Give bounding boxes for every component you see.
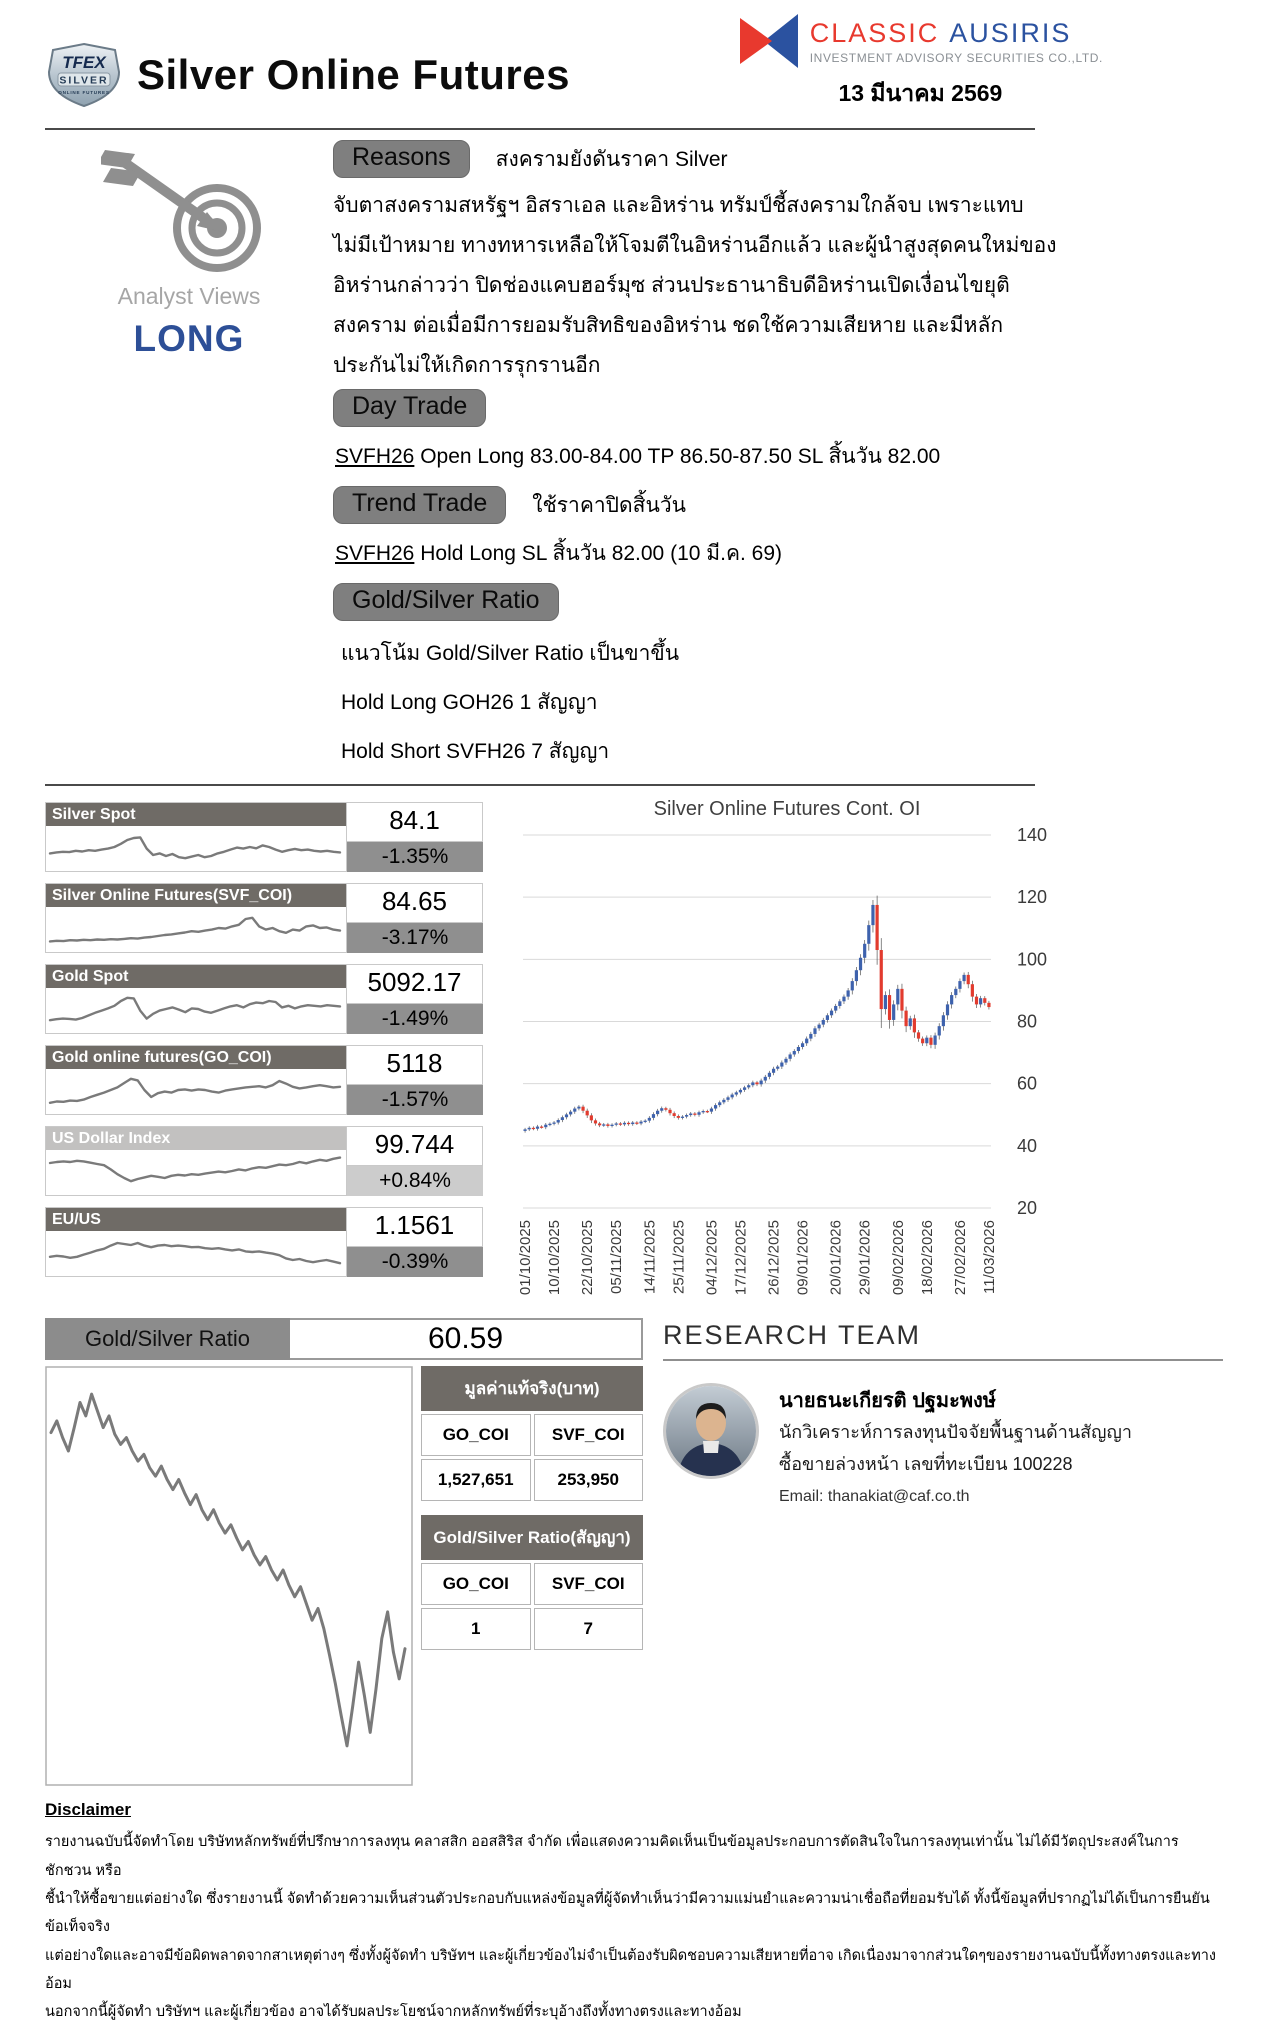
- panel-value: 5118: [347, 1045, 483, 1085]
- panel-change: -0.39%: [347, 1247, 483, 1277]
- panel-us-dollar-index: [45, 1126, 493, 1196]
- analyst-card: [663, 1383, 1223, 1506]
- tfex-logo-text: TFEX: [62, 53, 106, 72]
- panel-value: 1.1561: [347, 1207, 483, 1247]
- table-value: 7: [534, 1608, 644, 1650]
- svg-text:120: 120: [1017, 887, 1048, 908]
- trend-trade-symbol: SVFH26: [335, 542, 415, 566]
- sparkline-chart: [46, 826, 344, 866]
- candlestick-chart-title: Silver Online Futures Cont. OI: [653, 798, 921, 821]
- svg-text:09/02/2026: 09/02/2026: [889, 1220, 907, 1296]
- panel-change: +0.84%: [347, 1166, 483, 1196]
- disclaimer-section: [45, 1800, 1223, 2026]
- market-overview-section: [45, 798, 1223, 1316]
- svg-text:25/11/2025: 25/11/2025: [670, 1220, 688, 1295]
- gold-silver-ratio-chart: [45, 1366, 413, 1786]
- gold-silver-ratio-header: Gold/Silver Ratio: [45, 1318, 290, 1360]
- svg-text:20: 20: [1017, 1198, 1038, 1219]
- panel-value: 5092.17: [347, 964, 483, 1004]
- svg-text:26/12/2025: 26/12/2025: [765, 1220, 783, 1296]
- panel-gold-online-futures: [45, 1045, 493, 1115]
- svg-text:22/10/2025: 22/10/2025: [579, 1220, 597, 1296]
- column-header: GO_COI: [421, 1414, 531, 1456]
- gsr-trend-line: แนวโน้ม Gold/Silver Ratio เป็นขาขึ้น: [341, 642, 680, 666]
- panel-value: 99.744: [347, 1126, 483, 1166]
- table-value: 1: [421, 1608, 531, 1650]
- brand-block: [738, 14, 1103, 112]
- panel-eu-us: [45, 1207, 493, 1277]
- brand-subtitle: INVESTMENT ADVISORY SECURITIES CO.,LTD.: [809, 50, 1103, 65]
- svg-text:09/01/2026: 09/01/2026: [794, 1220, 812, 1296]
- divider-middle: [45, 784, 1035, 786]
- svg-text:SILVER: SILVER: [59, 74, 109, 87]
- page-title: Silver Online Futures: [137, 51, 570, 98]
- disclaimer-title: Disclaimer: [45, 1800, 131, 1820]
- trend-trade-note: ใช้ราคาปิดสิ้นวัน: [532, 493, 686, 517]
- table-title: มูลค่าแท้จริง(บาท): [421, 1366, 643, 1411]
- analyst-name: นายธนะเกียรติ ปฐมะพงษ์: [779, 1390, 996, 1413]
- gold-silver-ratio-badge: Gold/Silver Ratio: [333, 583, 559, 621]
- sparkline-chart: [46, 1150, 344, 1190]
- table-value: 253,950: [534, 1459, 644, 1501]
- svg-text:27/02/2026: 27/02/2026: [951, 1220, 969, 1296]
- panel-gold-spot: [45, 964, 493, 1034]
- svg-text:01/10/2025: 01/10/2025: [517, 1220, 535, 1296]
- svg-text:29/01/2026: 29/01/2026: [856, 1220, 874, 1296]
- gold-silver-ratio-value: 60.59: [290, 1318, 643, 1360]
- reasons-body: จับตาสงครามสหรัฐฯ อิสราเอล และอิหร่าน ทรัมป์ชี้สงครามใกล้จบ เพราะแทบไม่มีเป้าหมาย ทางทหารเหลือให้โจมตีในอิหร่านอีกแล้ว และผู้นำสูงสุดคนใหม่ของอิหร่านกล่าวว่า ปิดช่องแคบฮอร์มุซ ส่วนประธานาธิบดีอิหร่านเปิดเงื่อนไขยุติสงคราม ต่อเมื่อมีการยอมรับสิทธิของอิหร่าน ชดใช้ความเสียหาย และมีหลักประกันไม่ให้เกิดการรุกรานอีก: [333, 194, 1057, 377]
- svg-text:14/11/2025: 14/11/2025: [641, 1220, 659, 1295]
- brand-name-classic: CLASSIC: [809, 17, 940, 48]
- candlestick-chart: [517, 823, 1062, 1311]
- panel-change: -3.17%: [347, 923, 483, 953]
- svg-text:18/02/2026: 18/02/2026: [918, 1220, 936, 1296]
- svg-text:05/11/2025: 05/11/2025: [608, 1220, 626, 1295]
- sparkline-chart: [46, 1069, 344, 1109]
- tfex-silver-logo-icon: [45, 42, 123, 108]
- gsr-hold-short-line: Hold Short SVFH26 7 สัญญา: [341, 740, 610, 764]
- day-trade-symbol: SVFH26: [335, 445, 415, 469]
- trend-trade-badge: Trend Trade: [333, 486, 506, 524]
- research-team-heading: RESEARCH TEAM: [663, 1320, 1223, 1361]
- panel-silver-online-futures: [45, 883, 493, 953]
- analyst-view-long: LONG: [133, 318, 245, 359]
- disclaimer-text: ชี้นำให้ซื้อขายแต่อย่างใด ซึ่งรายงานนี้ จัดทำด้วยความเห็นส่วนตัวประกอบกับแหล่งข้อมูลที่ผู้จัดทำเห็นว่ามีความแม่นยำและความน่าเชื่อถือที่ยอมรับได้ ทั้งนี้ข้อมูลที่ปรากฏไม่ได้เป็นการยืนยันข้อเท็จจริง: [45, 1890, 1210, 1936]
- disclaimer-text: รายงานฉบับนี้จัดทำโดย บริษัทหลักทรัพย์ที่ปรึกษาการลงทุน คลาสสิก ออสสิริส จำกัด เพื่อแสดงความคิดเห็นเป็นข้อมูลประกอบการตัดสินใจในการลงทุนเท่านั้น ไม่ได้มีวัตถุประสงค์ในการชักชวน หรือ: [45, 1834, 1179, 1879]
- analyst-views-section: [45, 130, 1223, 784]
- intrinsic-value-table: [421, 1366, 643, 1501]
- reasons-badge: Reasons: [333, 140, 470, 178]
- svg-text:80: 80: [1017, 1011, 1038, 1032]
- svg-text:20/01/2026: 20/01/2026: [827, 1220, 845, 1296]
- svg-text:40: 40: [1017, 1136, 1038, 1157]
- panel-value: 84.1: [347, 802, 483, 842]
- analyst-role: นักวิเคราะห์การลงทุนปัจจัยพื้นฐานด้านสัญญา: [779, 1422, 1132, 1443]
- column-header: SVF_COI: [534, 1414, 644, 1456]
- analyst-registration: ซื้อขายล่วงหน้า เลขที่ทะเบียน 100228: [779, 1453, 1073, 1474]
- svg-text:140: 140: [1017, 825, 1048, 846]
- disclaimer-text: แต่อย่างใดและอาจมีข้อผิดพลาดจากสาเหตุต่างๆ ซึ่งทั้งผู้จัดทำ บริษัทฯ และผู้เกี่ยวข้องไม่จำเป็นต้องรับผิดชอบความเสียหายที่อาจ เกิดเนื่องมาจากส่วนใดๆของรายงานฉบับนี้ทั้งทางตรงและทางอ้อม: [45, 1947, 1216, 1992]
- sparkline-chart: [46, 1231, 344, 1271]
- ratio-research-section: [45, 1318, 1223, 1786]
- panel-title: US Dollar Index: [46, 1127, 346, 1150]
- panel-title: Silver Spot: [46, 803, 346, 826]
- panel-silver-spot: [45, 802, 493, 872]
- report-header: [45, 0, 1223, 128]
- svg-text:11/03/2026: 11/03/2026: [980, 1220, 998, 1295]
- panel-change: -1.49%: [347, 1004, 483, 1034]
- classic-ausiris-logo-icon: [738, 14, 800, 68]
- target-dart-icon: [101, 148, 277, 274]
- gsr-hold-long-line: Hold Long GOH26 1 สัญญา: [341, 691, 598, 715]
- ratio-contracts-table: [421, 1515, 643, 1650]
- trend-trade-line: [335, 537, 1223, 570]
- panel-change: -1.57%: [347, 1085, 483, 1115]
- day-trade-text: Open Long 83.00-84.00 TP 86.50-87.50 SL สิ้นวัน 82.00: [420, 445, 941, 469]
- svg-text:10/10/2025: 10/10/2025: [546, 1220, 564, 1296]
- report-date: 13 มีนาคม 2569: [838, 80, 1003, 106]
- table-value: 1,527,651: [421, 1459, 531, 1501]
- svg-text:100: 100: [1017, 949, 1048, 970]
- panel-title: Silver Online Futures(SVF_COI): [46, 884, 346, 907]
- brand-name-ausiris: AUSIRIS: [949, 17, 1072, 48]
- sparkline-chart: [46, 988, 344, 1028]
- quote-panels: [45, 798, 493, 1316]
- panel-change: -1.35%: [347, 842, 483, 872]
- trend-trade-text: Hold Long SL สิ้นวัน 82.00 (10 มี.ค. 69): [420, 542, 783, 566]
- panel-title: Gold Spot: [46, 965, 346, 988]
- svg-text:17/12/2025: 17/12/2025: [732, 1220, 750, 1296]
- column-header: GO_COI: [421, 1563, 531, 1605]
- day-trade-badge: Day Trade: [333, 389, 486, 427]
- panel-title: Gold online futures(GO_COI): [46, 1046, 346, 1069]
- reasons-headline: สงครามยังดันราคา Silver: [495, 147, 728, 171]
- svg-text:04/12/2025: 04/12/2025: [703, 1220, 721, 1296]
- panel-title: EU/US: [46, 1208, 346, 1231]
- svg-text:60: 60: [1017, 1074, 1038, 1095]
- table-title: Gold/Silver Ratio(สัญญา): [421, 1515, 643, 1560]
- column-header: SVF_COI: [534, 1563, 644, 1605]
- analyst-photo: [663, 1383, 759, 1479]
- sparkline-chart: [46, 907, 344, 947]
- svg-text:ONLINE FUTURES: ONLINE FUTURES: [58, 90, 110, 95]
- day-trade-line: [335, 440, 1223, 473]
- disclaimer-text: นอกจากนี้ผู้จัดทำ บริษัทฯ และผู้เกี่ยวข้อง อาจได้รับผลประโยชน์จากหลักทรัพย์ที่ระบุอ้างถึงทั้งทางตรงและทางอ้อม: [45, 2004, 742, 2021]
- panel-value: 84.65: [347, 883, 483, 923]
- analyst-email: Email: thanakiat@caf.co.th: [779, 1488, 970, 1506]
- analyst-views-label: Analyst Views: [117, 283, 261, 309]
